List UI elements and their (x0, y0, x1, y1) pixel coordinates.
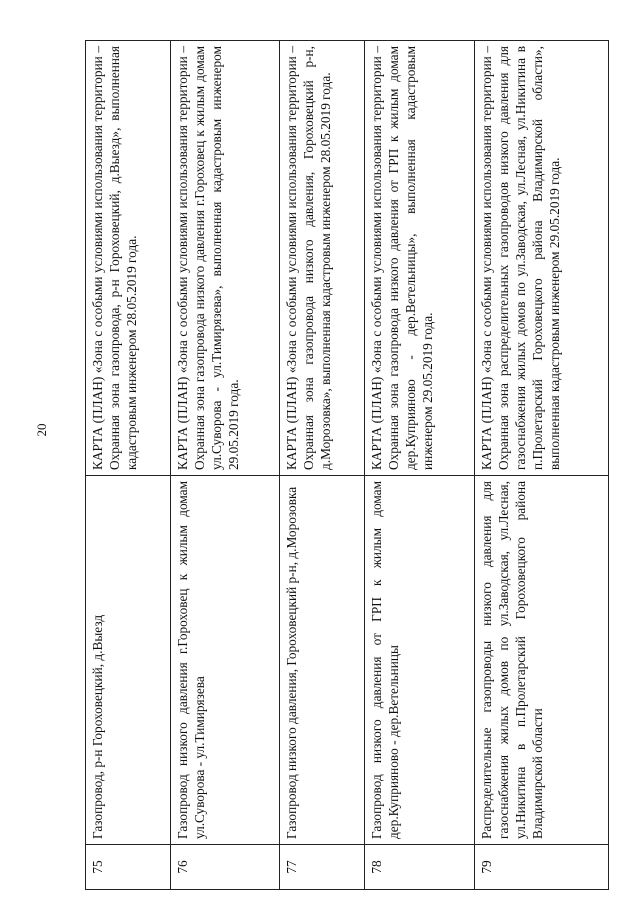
document-description: КАРТА (ПЛАН) «Зона с особыми условиями использования территории – Охранная зона газопровода низкого давления г.Гороховец к жилым домам ул.Суворова - ул.Тимирязева», выполненная кадастровым инженером 29.05.2019 года. (170, 41, 280, 476)
object-name: Газопровод низкого давления от ГРП к жилым домам дер.Куприяново - дер.Ветельницы (365, 476, 475, 845)
object-name: Газопровод низкого давления г.Гороховец к жилым домам ул.Суворова - ул.Тимирязева (170, 476, 280, 845)
row-number: 76 (170, 845, 280, 890)
row-number: 78 (365, 845, 475, 890)
document-description: КАРТА (ПЛАН) «Зона с особыми условиями использования территории – Охранная зона газопровода, р-н Гороховецкий, д.Выезд», выполненная кадастровым инженером 28.05.2019 года. (86, 41, 171, 476)
document-description: КАРТА (ПЛАН) «Зона с особыми условиями использования территории – Охранная зона газопровода низкого давления, Гороховецкий р-н, д.Морозовка», выполненная кадастровым инженером 28.05.2019 года. (280, 41, 365, 476)
rotated-table-wrapper (85, 46, 609, 890)
table-row (474, 41, 608, 890)
table-row (280, 41, 365, 890)
object-name: Распределительные газопроводы низкого давления для газоснабжения жилых домов по ул.Заводская, ул.Лесная, ул.Никитина в п.Пролетарский Гороховецкого района Владимирской области (474, 476, 608, 845)
object-name: Газопровод, р-н Гороховецкий, д.Выезд (86, 476, 171, 845)
row-number: 79 (474, 845, 608, 890)
zones-table (85, 40, 609, 890)
row-number: 77 (280, 845, 365, 890)
object-name: Газопровод низкого давления, Гороховецкий р-н, д.Морозовка (280, 476, 365, 845)
table-row (365, 41, 475, 890)
row-number: 75 (86, 845, 171, 890)
document-description: КАРТА (ПЛАН) «Зона с особыми условиями использования территории – Охранная зона газопровода низкого давления от ГРП к жилым домам дер.Куприяново - дер.Ветельницы», выполненная кадастровым инженером 29.05.2019 года. (365, 41, 475, 476)
table-row (170, 41, 280, 890)
page-number: 20 (34, 423, 49, 437)
document-description: КАРТА (ПЛАН) «Зона с особыми условиями использования территории – Охранная зона распределительных газопроводов низкого давления для газоснабжения жилых домов по ул.Заводская, ул.Лесная, ул.Никитина в п.Пролетарский Гороховецкого района Владимирской области», выполненная кадастровым инженером 29.05.2019 года. (474, 41, 608, 476)
table-row (86, 41, 171, 890)
